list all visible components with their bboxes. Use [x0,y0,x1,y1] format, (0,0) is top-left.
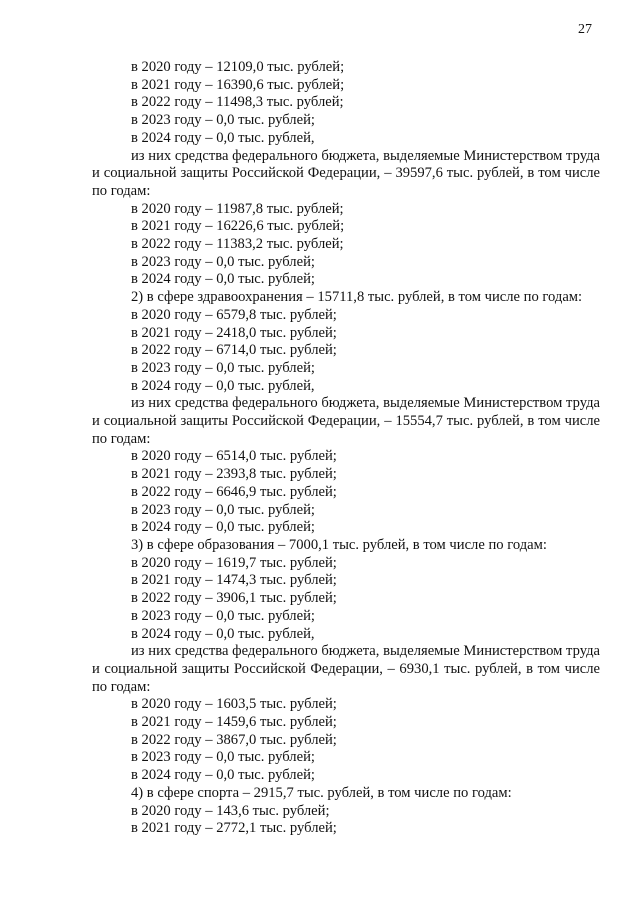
paragraph: из них средства федерального бюджета, выделяемые Министерством труда и социальной защиты Российской Федерации, – 39597,6 тыс. рублей, в том числе по годам: [92,147,600,199]
year-amount-line: в 2022 году – 6714,0 тыс. рублей; [131,342,337,359]
year-amount-line: в 2022 году – 11383,2 тыс. рублей; [131,236,344,253]
year-amount-line: в 2021 году – 16390,6 тыс. рублей; [131,76,345,93]
paragraph: 2) в сфере здравоохранения – 15711,8 тыс. рублей, в том числе по годам: [131,289,583,306]
year-amount-line: в 2023 году – 0,0 тыс. рублей; [131,501,315,518]
year-amount-line: в 2020 году – 1603,5 тыс. рублей; [131,696,337,713]
year-amount-line: в 2023 году – 0,0 тыс. рублей; [131,359,315,376]
year-amount-line: в 2024 году – 0,0 тыс. рублей; [131,767,315,784]
year-amount-line: в 2020 году – 1619,7 тыс. рублей; [131,554,337,571]
page-number: 27 [578,22,592,37]
year-amount-line: в 2024 году – 0,0 тыс. рублей, [131,129,315,146]
year-amount-line: в 2023 году – 0,0 тыс. рублей; [131,112,315,129]
year-amount-line: в 2020 году – 11987,8 тыс. рублей; [131,200,344,217]
section-heading: 3) в сфере образования – 7000,1 тыс. рублей, в том числе по годам: [131,536,547,553]
year-amount-line: в 2021 году – 2418,0 тыс. рублей; [131,324,337,341]
section-heading: 4) в сфере спорта – 2915,7 тыс. рублей, в том числе по годам: [131,784,512,801]
year-amount-line: в 2021 году – 1459,6 тыс. рублей; [131,714,337,731]
year-amount-line: в 2021 году – 2772,1 тыс. рублей; [131,820,337,837]
year-amount-line: в 2024 году – 0,0 тыс. рублей; [131,519,315,536]
year-amount-line: в 2024 году – 0,0 тыс. рублей, [131,625,315,642]
year-amount-line: в 2022 году – 11498,3 тыс. рублей; [131,94,344,111]
year-amount-line: в 2020 году – 143,6 тыс. рублей; [131,802,330,819]
year-amount-line: в 2020 году – 12109,0 тыс. рублей; [131,59,345,75]
year-amount-line: в 2022 году – 3867,0 тыс. рублей; [131,731,337,748]
year-amount-line: в 2024 году – 0,0 тыс. рублей, [131,377,315,394]
year-amount-line: в 2021 году – 1474,3 тыс. рублей; [131,572,337,589]
year-amount-line: в 2022 году – 6646,9 тыс. рублей; [131,483,337,500]
year-amount-line: в 2024 году – 0,0 тыс. рублей; [131,271,315,288]
year-amount-line: в 2023 году – 0,0 тыс. рублей; [131,749,315,766]
year-amount-line: в 2020 году – 6514,0 тыс. рублей; [131,448,337,465]
year-amount-line: в 2023 году – 0,0 тыс. рублей; [131,253,315,270]
year-amount-line: в 2022 году – 3906,1 тыс. рублей; [131,590,337,607]
year-amount-line: в 2021 году – 2393,8 тыс. рублей; [131,466,337,483]
paragraph: из них средства федерального бюджета, выделяемые Министерством труда и социальной защиты Российской Федерации, – 15554,7 тыс. рублей, в том числе по годам: [92,395,600,447]
year-amount-line: в 2021 году – 16226,6 тыс. рублей; [131,218,345,235]
year-amount-line: в 2023 году – 0,0 тыс. рублей; [131,607,315,624]
paragraph: из них средства федерального бюджета, выделяемые Министерством труда и социальной защиты Российской Федерации, – 6930,1 тыс. рублей, в том числе по годам: [92,643,600,695]
document-body [92,59,600,838]
year-amount-line: в 2020 году – 6579,8 тыс. рублей; [131,306,337,323]
